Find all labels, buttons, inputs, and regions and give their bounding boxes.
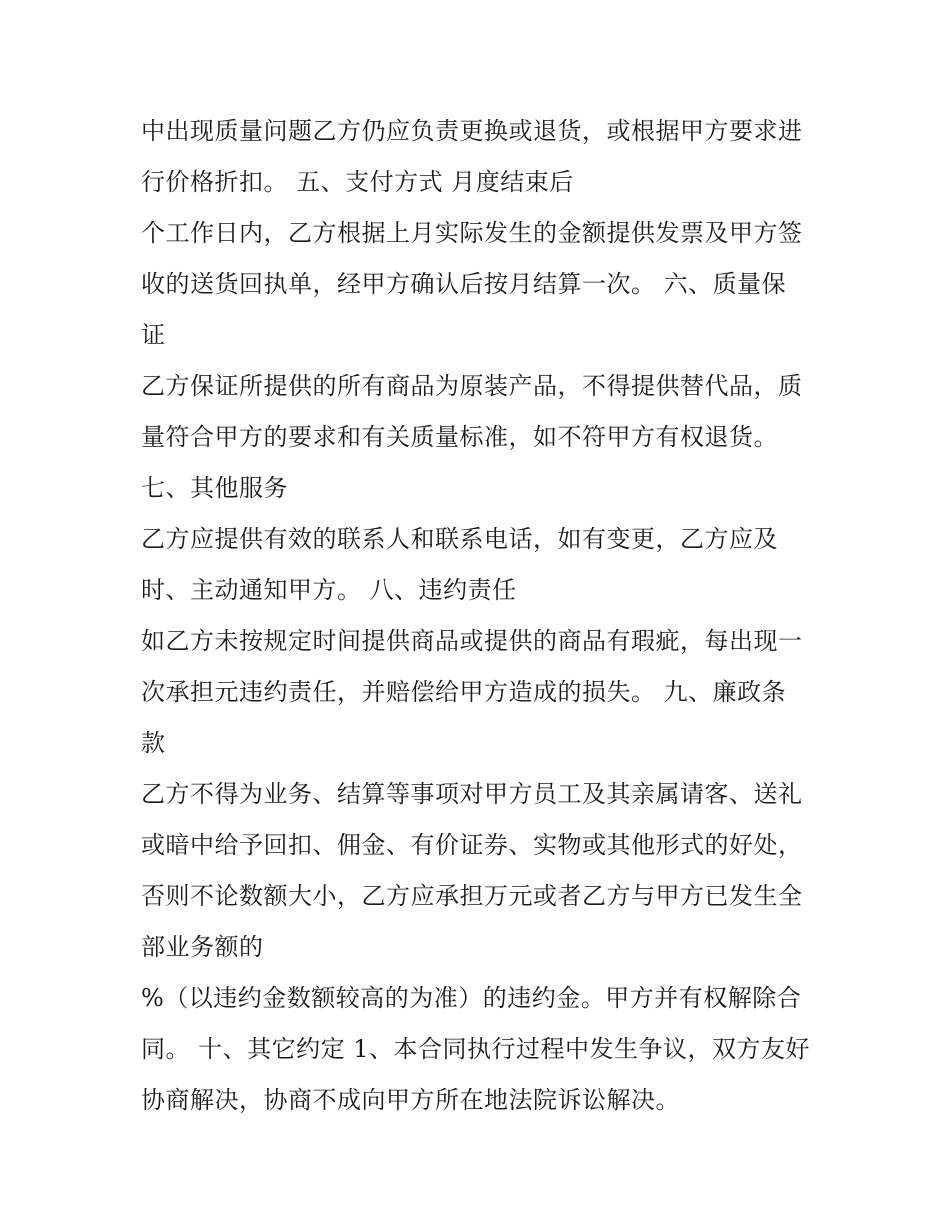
text-line: 乙方保证所提供的所有商品为原装产品，不得提供替代品，质	[141, 372, 803, 400]
text-line: 或暗中给予回扣、佣金、有价证券、实物或其他形式的好处，	[141, 831, 803, 859]
text-line: 如乙方未按规定时间提供商品或提供的商品有瑕疵，每出现一	[141, 627, 803, 655]
text-line: 行价格折扣。 五、支付方式 月度结束后	[141, 168, 574, 196]
text-line: 证	[141, 321, 166, 349]
text-line: 七、其他服务	[141, 474, 288, 502]
text-line: 乙方不得为业务、结算等事项对甲方员工及其亲属请客、送礼	[141, 780, 803, 808]
text-line: 量符合甲方的要求和有关质量标准，如不符甲方有权退货。	[141, 423, 778, 451]
text-line: 收的送货回执单，经甲方确认后按月结算一次。 六、质量保	[141, 270, 787, 298]
text-line: 乙方应提供有效的联系人和联系电话，如有变更，乙方应及	[141, 525, 778, 553]
text-line: 部业务额的	[141, 933, 264, 961]
text-line: 个工作日内，乙方根据上月实际发生的金额提供发票及甲方签	[141, 219, 803, 247]
text-line: %（以违约金数额较高的为准）的违约金。甲方并有权解除合	[141, 984, 802, 1012]
text-line: 款	[141, 729, 166, 757]
text-line: 否则不论数额大小，乙方应承担万元或者乙方与甲方已发生全	[141, 882, 803, 910]
text-line: 协商解决，协商不成向甲方所在地法院诉讼解决。	[141, 1086, 680, 1114]
text-line: 中出现质量问题乙方仍应负责更换或退货，或根据甲方要求进	[141, 117, 803, 145]
contract-text-body	[141, 106, 831, 1126]
text-line: 同。 十、其它约定 1、本合同执行过程中发生争议，双方友好	[141, 1035, 811, 1063]
text-line: 次承担元违约责任，并赔偿给甲方造成的损失。 九、廉政条	[141, 678, 787, 706]
text-line: 时、主动通知甲方。 八、违约责任	[141, 576, 517, 604]
